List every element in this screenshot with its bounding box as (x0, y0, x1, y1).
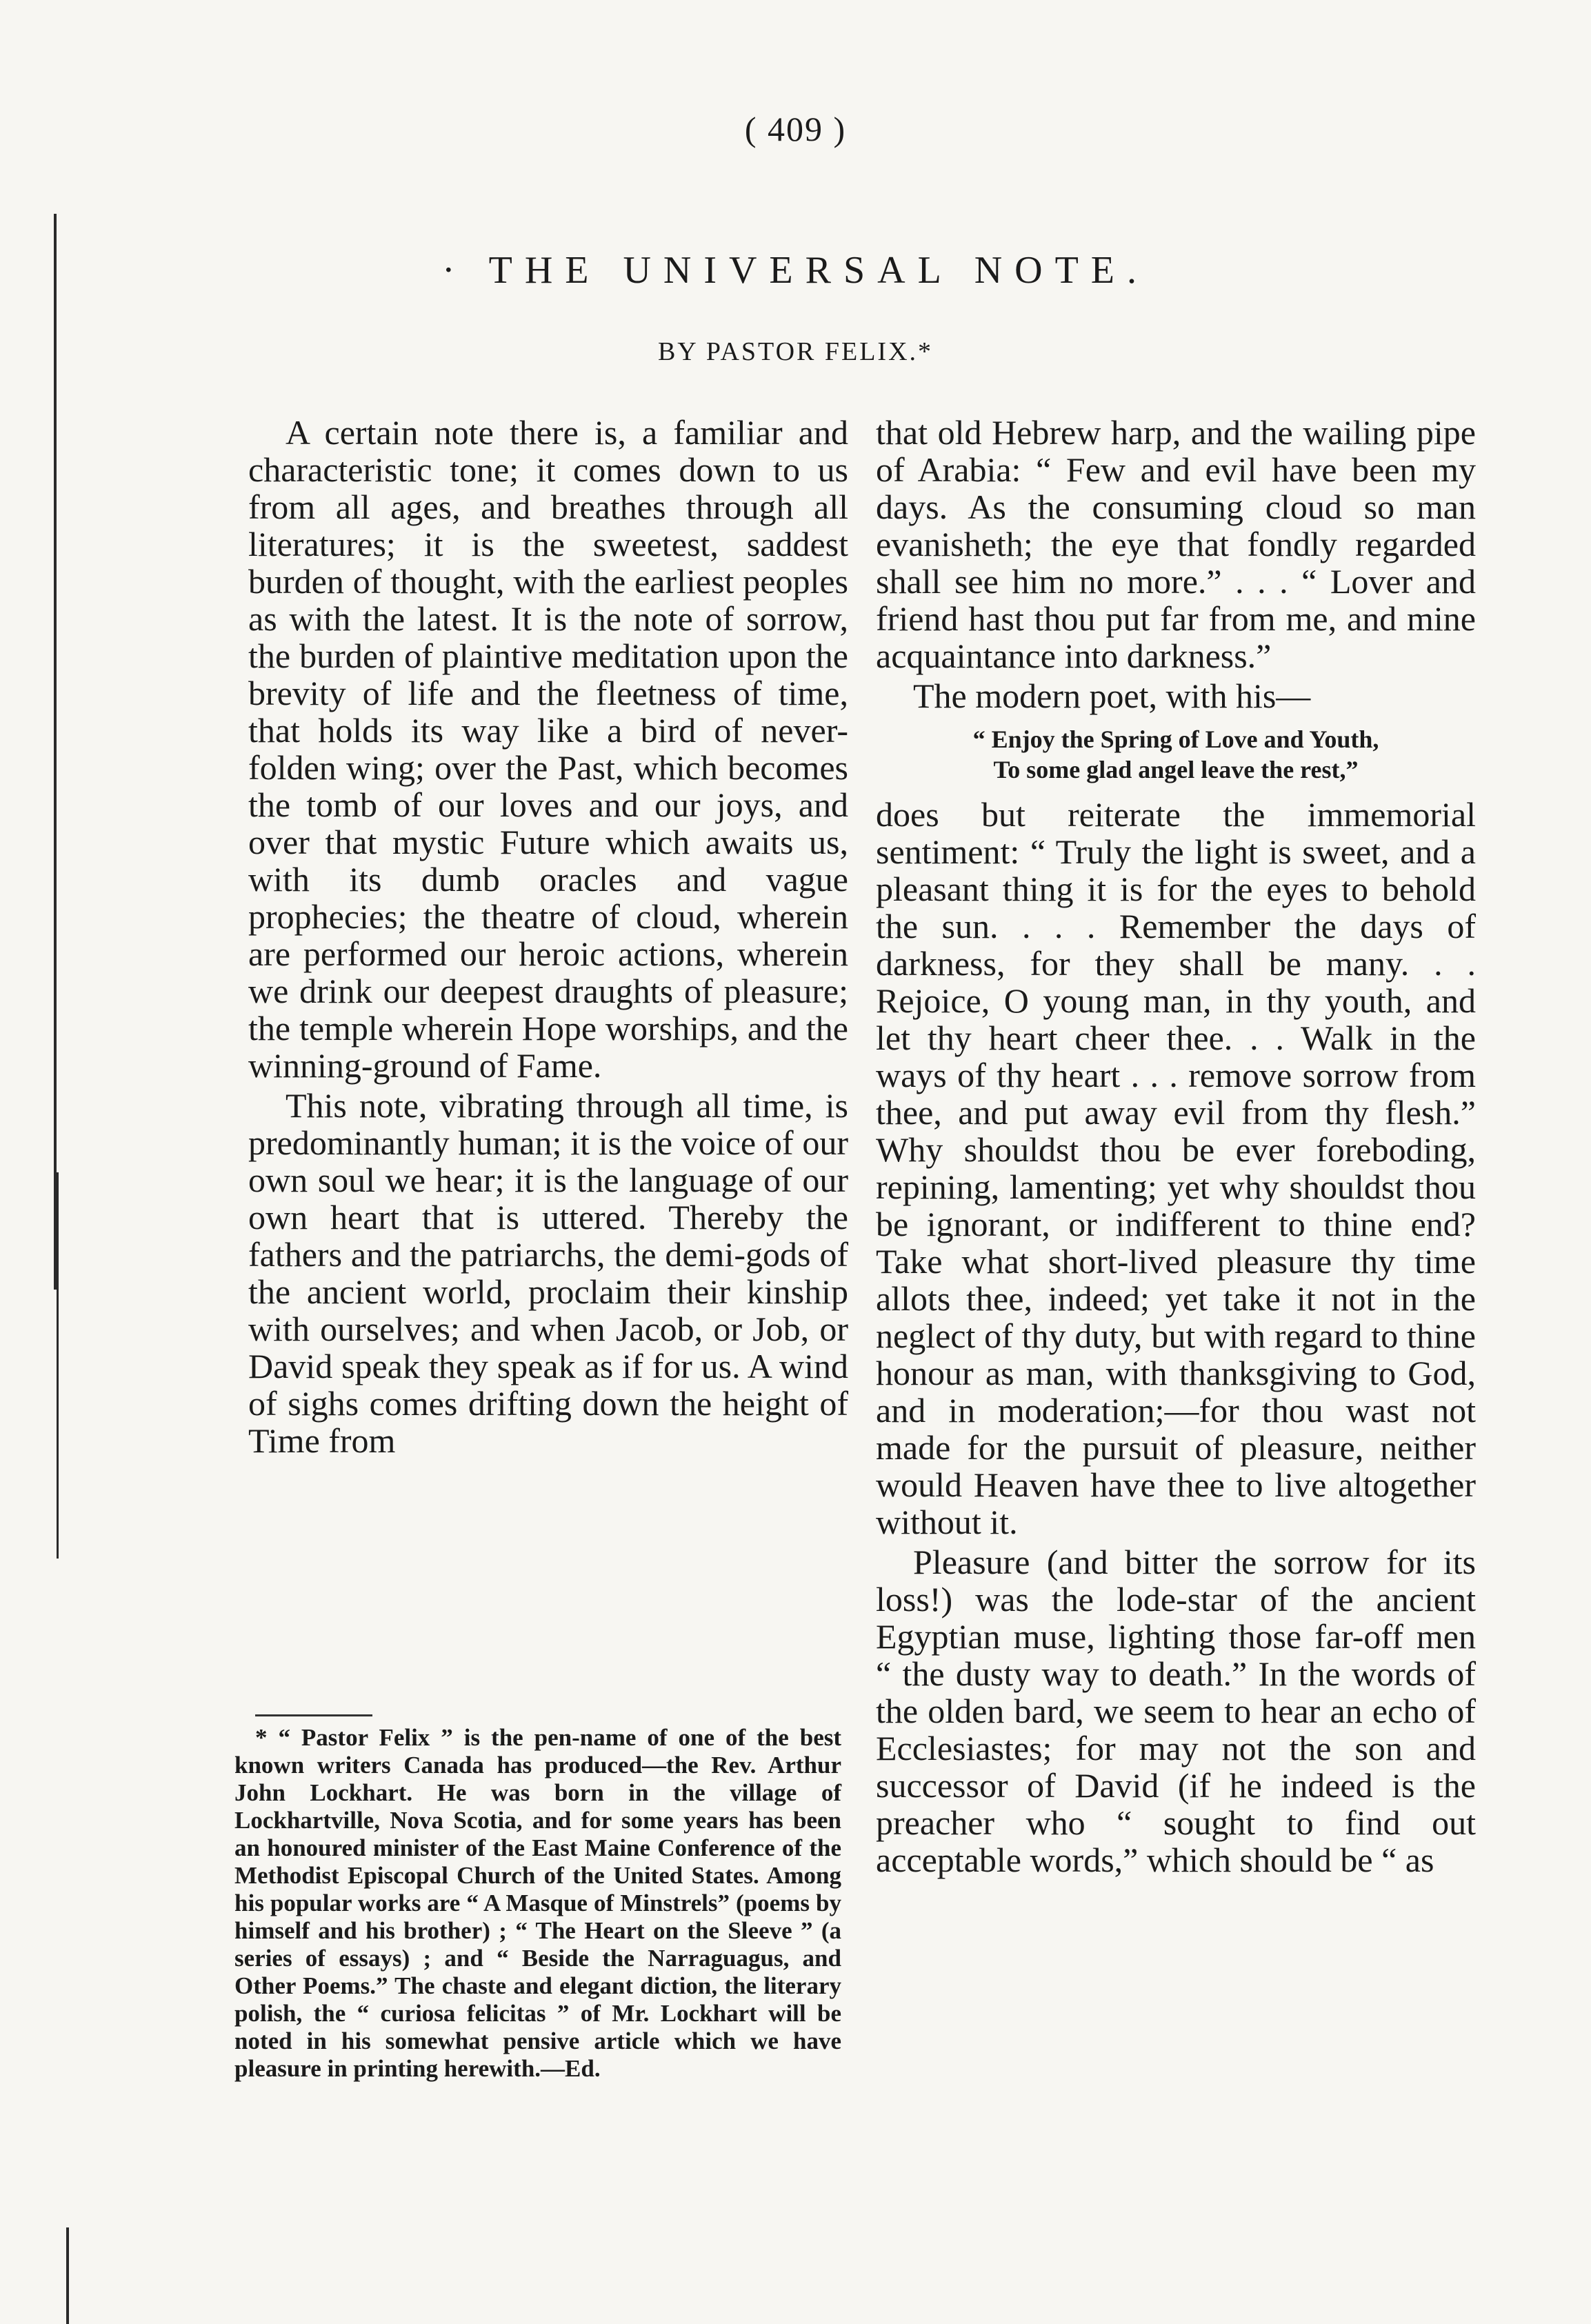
footnote (234, 1724, 841, 2083)
article-title: · THE UNIVERSAL NOTE. (441, 249, 1150, 292)
left-column (248, 414, 848, 1459)
paragraph: does but reiterate the immemorial sentiment: “ Truly the light is sweet, and a pleasant thing it is for the eyes to behold the sun. . . . Remember the days of darkness, for they shall be many. . . Rejoice, O young man, in thy youth, and let thy heart cheer thee. . . Walk in the ways of thy heart . . . remove sorrow from thee, and put away evil from thy flesh.” Why shouldst thou be ever foreboding, repining, lamenting; yet why shouldst thou be ignorant, or indifferent to thine end? Take what short-lived pleasure thy time allots thee, indeed; yet take it not in the neglect of thy duty, but with regard to thine honour as man, with thanksgiving to God, and in moderation;—for thou wast not made for the pursuit of pleasure, neither would Heaven have thee to live altogether without it. (876, 795, 1476, 1541)
scan-edge-line (66, 2227, 69, 2324)
footnote-text: * “ Pastor Felix ” is the pen-name of one of the best known writers Canada has produced—the Rev. Arthur John Lockhart. He was born in the village of Lockhartville, Nova Scotia, and for some years has been an honoured minister of the East Maine Conference of the Methodist Episcopal Church of the United States. Among his popular works are “ A Masque of Minstrels” (poems by himself and his brother) ; “ The Heart on the Sleeve ” (a series of essays) ; and “ Beside the Narraguagus, and Other Poems.” The chaste and elegant diction, the literary polish, the “ curiosa felicitas ” of Mr. Lockhart will be noted in his somewhat pensive article which we have pleasure in printing herewith.—Ed. (234, 1724, 841, 2082)
paragraph: that old Hebrew harp, and the wailing pipe of Arabia: “ Few and evil have been my days. As the consuming cloud so man evanisheth; the eye that fondly regarded shall see him no more.” . . . “ Lover and friend hast thou put far from me, and mine acquaintance into darkness.” (876, 413, 1476, 675)
article-byline: BY PASTOR FELIX.* (657, 337, 934, 366)
footnote-divider (255, 1714, 372, 1716)
scan-edge-line (57, 1172, 59, 1559)
paragraph: A certain note there is, a familiar and characteristic tone; it comes down to us from all ages, and breathes through all literatures; it is the sweetest, saddest burden of thought, with the earliest peoples as with the latest. It is the note of sorrow, the burden of plaintive meditation upon the brevity of life and the fleetness of time, that holds its way like a bird of never-folden wing; over the Past, which becomes the tomb of our loves and our joys, and over that mystic Future which awaits us, with its dumb oracles and vague prophecies; the theatre of cloud, wherein are performed our heroic actions, wherein we drink our deepest draughts of pleasure; the temple wherein Hope worships, and the winning-ground of Fame. (248, 413, 848, 1085)
scan-edge-line (54, 214, 57, 1290)
right-column (876, 414, 1476, 1879)
page-number: ( 409 ) (744, 110, 847, 148)
verse-line: To some glad angel leave the rest,” (993, 756, 1359, 783)
verse-quote (876, 724, 1476, 785)
paragraph: Pleasure (and bitter the sorrow for its loss!) was the lode-star of the ancient Egyptian muse, lighting those far-off men “ the dusty way to death.” In the words of the olden bard, we seem to hear an echo of Ecclesiastes; for may not the son and successor of David (if he indeed is the preacher who “ sought to find out acceptable words,” which should be “ as (876, 1543, 1476, 1879)
verse-line: “ Enjoy the Spring of Love and Youth, (972, 725, 1379, 753)
paragraph: The modern poet, with his— (913, 677, 1311, 715)
paragraph: This note, vibrating through all time, is predominantly human; it is the voice of our own soul we hear; it is the language of our own heart that is uttered. Thereby the fathers and the patriarchs, the demi-gods of the ancient world, proclaim their kinship with ourselves; and when Jacob, or Job, or David speak they speak as if for us. A wind of sighs comes drifting down the height of Time from (248, 1086, 848, 1460)
